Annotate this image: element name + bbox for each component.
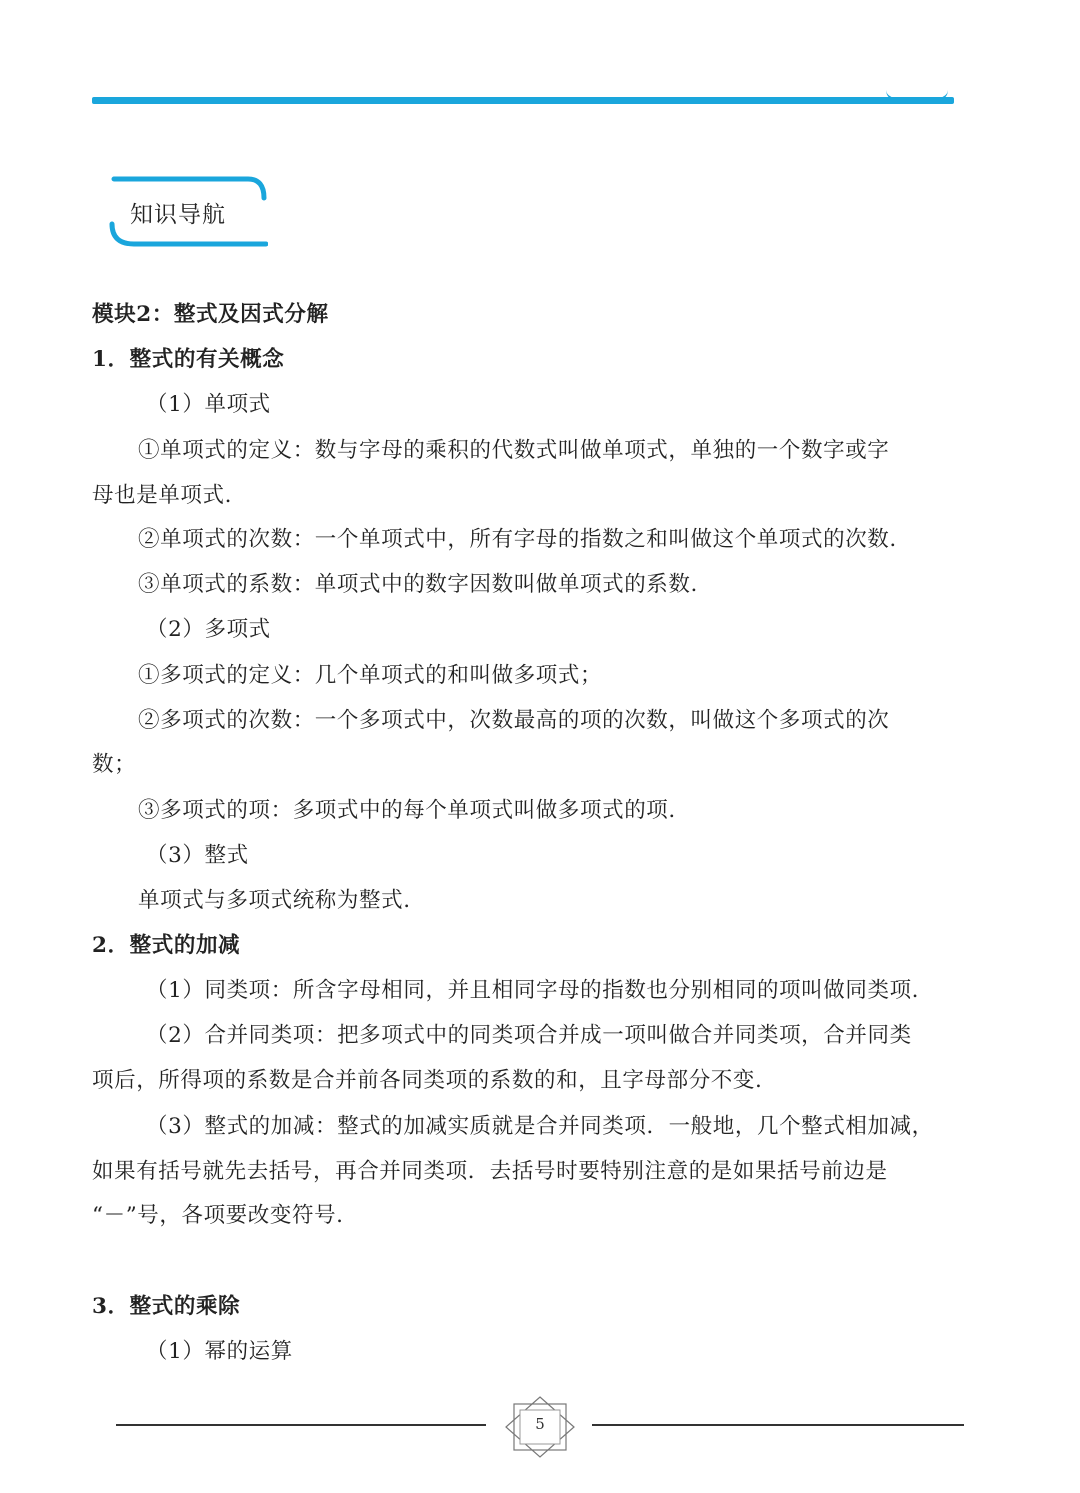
text-line: 母也是单项式. [92,483,233,508]
text-line: 如果有括号就先去括号，再合并同类项．去括号时要特别注意的是如果括号前边是 [92,1159,888,1184]
text-line: （1）同类项：所含字母相同，并且相同字母的指数也分别相同的项叫做同类项. [146,978,920,1003]
text-line: “－”号，各项要改变符号. [92,1203,344,1228]
text-line: ①单项式的定义：数与字母的乘积的代数式叫做单项式，单独的一个数字或字 [138,438,890,463]
header-rule [92,97,954,104]
text-line: 数； [92,752,137,777]
text-line: ②多项式的次数：一个多项式中，次数最高的项的次数，叫做这个多项式的次 [138,708,890,733]
footer-rule-left [116,1424,486,1426]
section-badge-title: 知识导航 [130,202,226,228]
section-badge [108,176,268,248]
text-line: ③单项式的系数：单项式中的数字因数叫做单项式的系数. [138,572,698,597]
module-title: 模块2：整式及因式分解 [92,302,329,327]
text-line: ③多项式的项：多项式中的每个单项式叫做多项式的项. [138,798,676,823]
subheading-3-1: （1）幂的运算 [146,1339,293,1364]
header-rule-ornament [886,90,948,101]
page-number: 5 [535,1415,545,1433]
subheading-1-2: （2）多项式 [146,617,271,642]
subheading-1-3: （3）整式 [146,843,249,868]
heading-2: 2．整式的加减 [92,933,241,958]
heading-1: 1．整式的有关概念 [92,347,285,372]
text-line: 单项式与多项式统称为整式. [138,888,411,913]
text-line: 项后，所得项的系数是合并前各同类项的系数的和，且字母部分不变. [92,1068,763,1093]
footer-rule-right [592,1424,964,1426]
subheading-1-1: （1）单项式 [146,392,271,417]
text-line: ②单项式的次数：一个单项式中，所有字母的指数之和叫做这个单项式的次数. [138,527,897,552]
page-number-badge [502,1396,578,1458]
text-line: （3）整式的加减：整式的加减实质就是合并同类项．一般地，几个整式相加减， [146,1114,934,1139]
text-line: ①多项式的定义：几个单项式的和叫做多项式； [138,663,603,688]
heading-3: 3．整式的乘除 [92,1294,241,1319]
text-line: （2）合并同类项：把多项式中的同类项合并成一项叫做合并同类项，合并同类 [146,1023,912,1048]
